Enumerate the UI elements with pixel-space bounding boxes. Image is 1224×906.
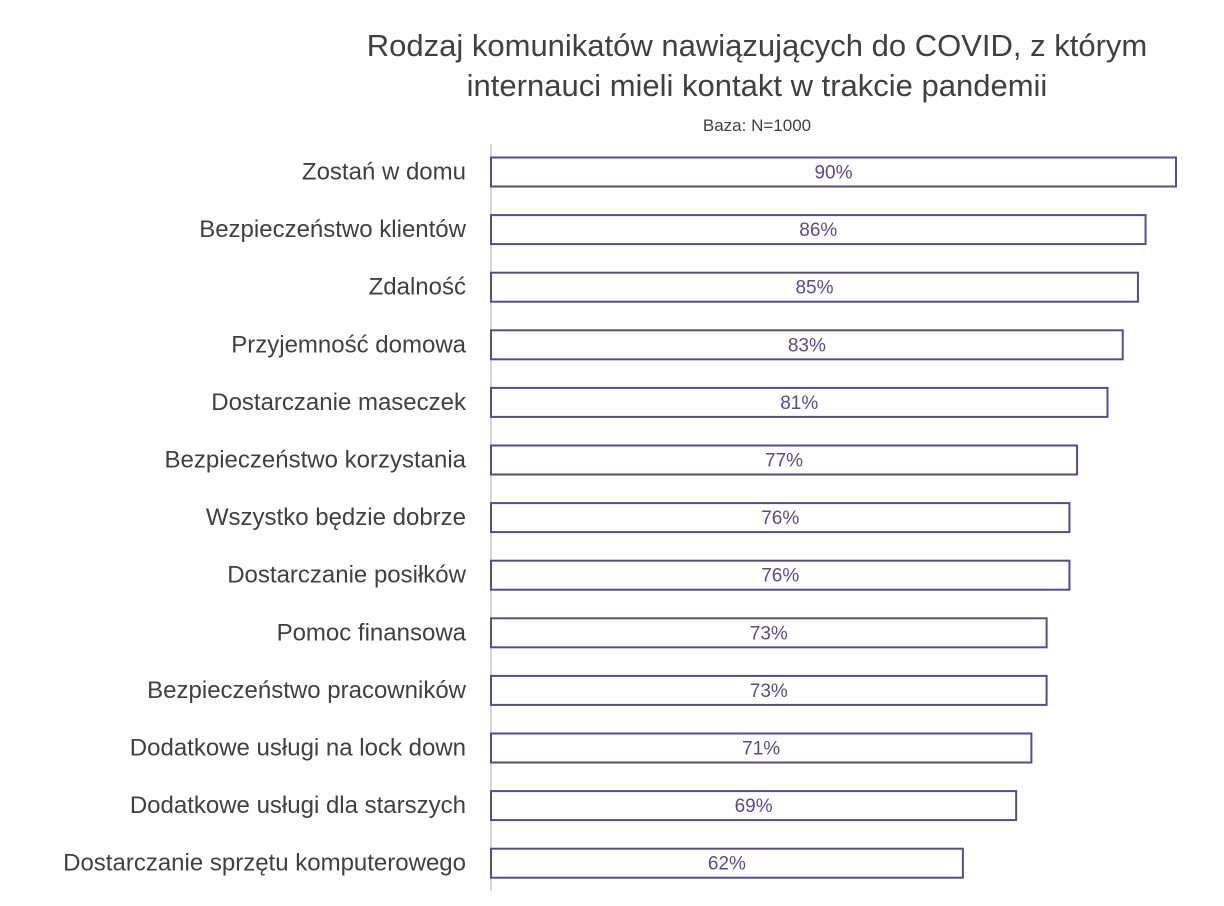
category-label: Dostarczanie posiłków <box>227 561 466 589</box>
category-label: Dostarczanie sprzętu komputerowego <box>63 849 466 877</box>
bar-value-label: 86% <box>799 220 838 242</box>
category-label: Pomoc finansowa <box>276 619 466 647</box>
category-label: Dodatkowe usługi na lock down <box>129 734 466 762</box>
category-label: Dodatkowe usługi dla starszych <box>129 792 466 820</box>
bar-value-label: 62% <box>707 853 746 875</box>
bar-value-label: 76% <box>761 508 800 530</box>
chart-title-line-2: internauci mieli kontakt w trakcie pandemii <box>466 68 1048 103</box>
bar-value-label: 71% <box>742 738 781 760</box>
bar-value-label: 69% <box>734 796 773 818</box>
category-label: Zostań w domu <box>301 158 466 186</box>
bar-value-label: 90% <box>814 162 853 184</box>
bar-value-label: 81% <box>780 392 819 414</box>
bar-value-label: 83% <box>787 335 826 357</box>
bar-value-label: 85% <box>795 277 834 299</box>
bars-group <box>63 158 1176 878</box>
bar-value-label: 77% <box>765 450 804 472</box>
category-label: Wszystko będzie dobrze <box>205 504 466 532</box>
category-label: Dostarczanie maseczek <box>211 388 466 416</box>
category-label: Przyjemność domowa <box>231 331 466 359</box>
chart-subtitle: Baza: N=1000 <box>702 116 812 135</box>
bar-value-label: 73% <box>749 680 788 702</box>
category-label: Bezpieczeństwo klientów <box>199 216 466 244</box>
bar-value-label: 76% <box>761 565 800 587</box>
category-label: Bezpieczeństwo korzystania <box>164 446 466 474</box>
chart-title-line-1: Rodzaj komunikatów nawiązujących do COVID, z którym <box>366 28 1148 63</box>
bar-value-label: 73% <box>749 623 788 645</box>
category-label: Zdalność <box>368 273 466 301</box>
category-label: Bezpieczeństwo pracowników <box>147 676 466 704</box>
